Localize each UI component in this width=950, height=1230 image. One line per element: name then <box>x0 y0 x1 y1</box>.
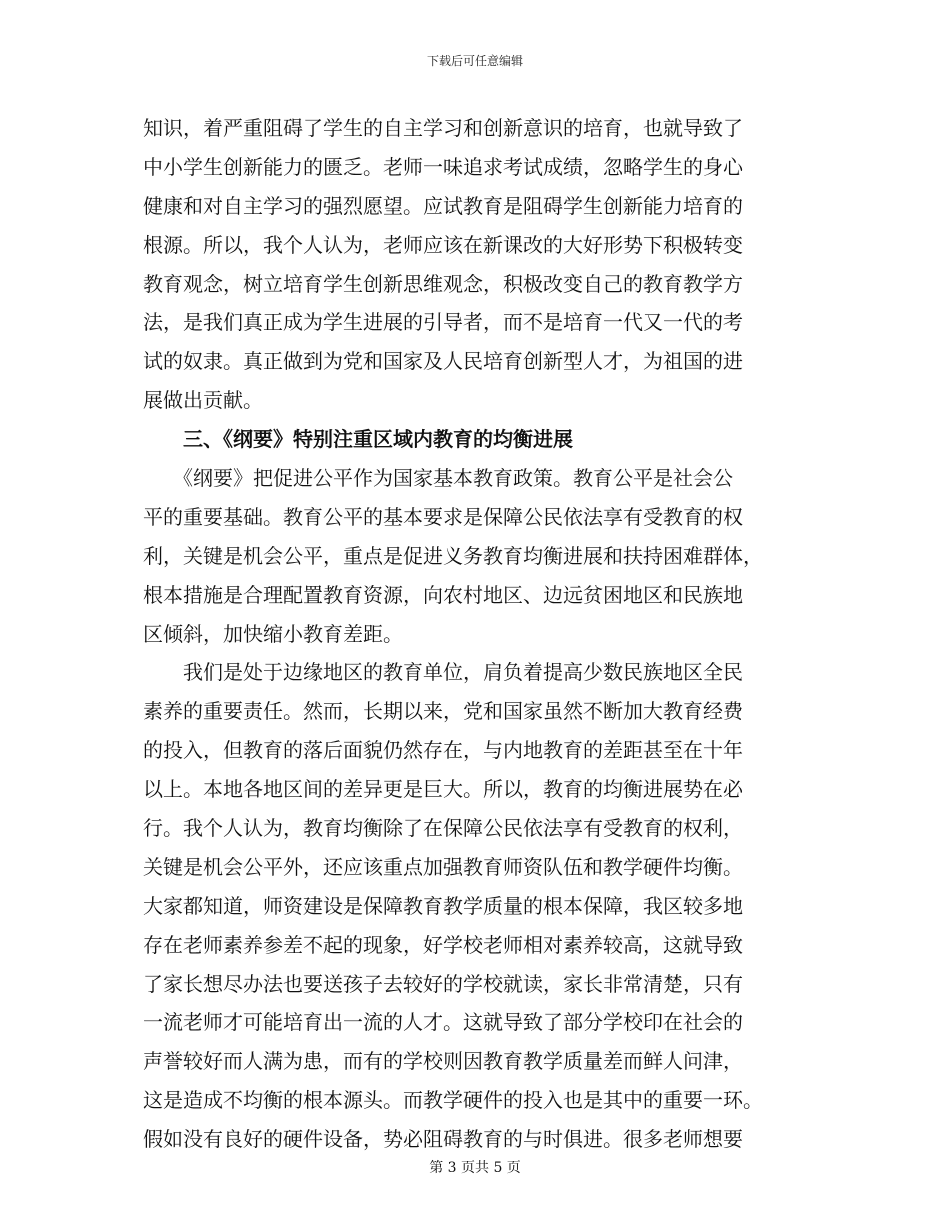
text-line: 的投入，但教育的落后面貌仍然存在，与内地教育的差距甚至在十年 <box>143 738 743 763</box>
text-line: 素养的重要责任。然而，长期以来，党和国家虽然不断加大教育经费 <box>143 699 743 724</box>
text-line: 根本措施是合理配置教育资源，向农村地区、边远贫困地区和民族地 <box>143 582 743 607</box>
page-header: 下载后可任意编辑 <box>426 54 523 68</box>
text-line: 关键是机会公平外，还应该重点加强教育师资队伍和教学硬件均衡。 <box>143 854 743 879</box>
text-line: 存在老师素养参差不起的现象，好学校老师相对素养较高，这就导致 <box>143 932 743 957</box>
text-line: 声誉较好而人满为患，而有的学校则因教育教学质量差而鲜人问津， <box>143 1049 743 1074</box>
text-line: 健康和对自主学习的强烈愿望。应试教育是阻碍学生创新能力培育的 <box>143 193 743 218</box>
page-footer: 第 3 页共 5 页 <box>429 1160 521 1176</box>
text-line: 教育观念，树立培育学生创新思维观念，积极改变自己的教育教学方 <box>143 271 743 296</box>
text-line: 根源。所以，我个人认为，老师应该在新课改的大好形势下积极转变 <box>143 232 743 257</box>
text-line: 知识，着严重阻碍了学生的自主学习和创新意识的培育，也就导致了 <box>143 116 743 140</box>
text-line: 中小学生创新能力的匮乏。老师一味追求考试成绩，忽略学生的身心 <box>143 154 743 179</box>
document-body <box>143 109 795 1159</box>
text-line: 展做出贡献。 <box>143 388 263 413</box>
text-line: 我们是处于边缘地区的教育单位，肩负着提高少数民族地区全民 <box>143 660 743 685</box>
text-line: 区倾斜，加快缩小教育差距。 <box>143 621 403 646</box>
text-line: 法，是我们真正成为学生进展的引导者，而不是培育一代又一代的考 <box>143 310 743 335</box>
text-line: 《纲要》把促进公平作为国家基本教育政策。教育公平是社会公 <box>143 466 733 491</box>
text-line: 以上。本地各地区间的差异更是巨大。所以，教育的均衡进展势在必 <box>143 777 743 802</box>
text-line: 一流老师才可能培育出一流的人才。这就导致了部分学校印在社会的 <box>143 1010 743 1035</box>
text-line: 假如没有良好的硬件设备，势必阻碍教育的与时俱进。很多老师想要 <box>143 1127 743 1152</box>
text-line: 这是造成不均衡的根本源头。而教学硬件的投入也是其中的重要一环。 <box>143 1088 763 1113</box>
text-line: 了家长想尽办法也要送孩子去较好的学校就读，家长非常清楚，只有 <box>143 971 743 996</box>
text-line: 试的奴隶。真正做到为党和国家及人民培育创新型人才，为祖国的进 <box>143 349 743 374</box>
text-line: 平的重要基础。教育公平的基本要求是保障公民依法享有受教育的权 <box>143 504 743 529</box>
text-line: 利，关键是机会公平，重点是促进义务教育均衡进展和扶持困难群体， <box>143 543 763 568</box>
section-heading: 三、《纲要》特别注重区域内教育的均衡进展 <box>143 427 573 452</box>
text-line: 大家都知道，师资建设是保障教育教学质量的根本保障，我区较多地 <box>143 893 743 918</box>
text-line: 行。我个人认为，教育均衡除了在保障公民依法享有受教育的权利， <box>143 816 743 841</box>
